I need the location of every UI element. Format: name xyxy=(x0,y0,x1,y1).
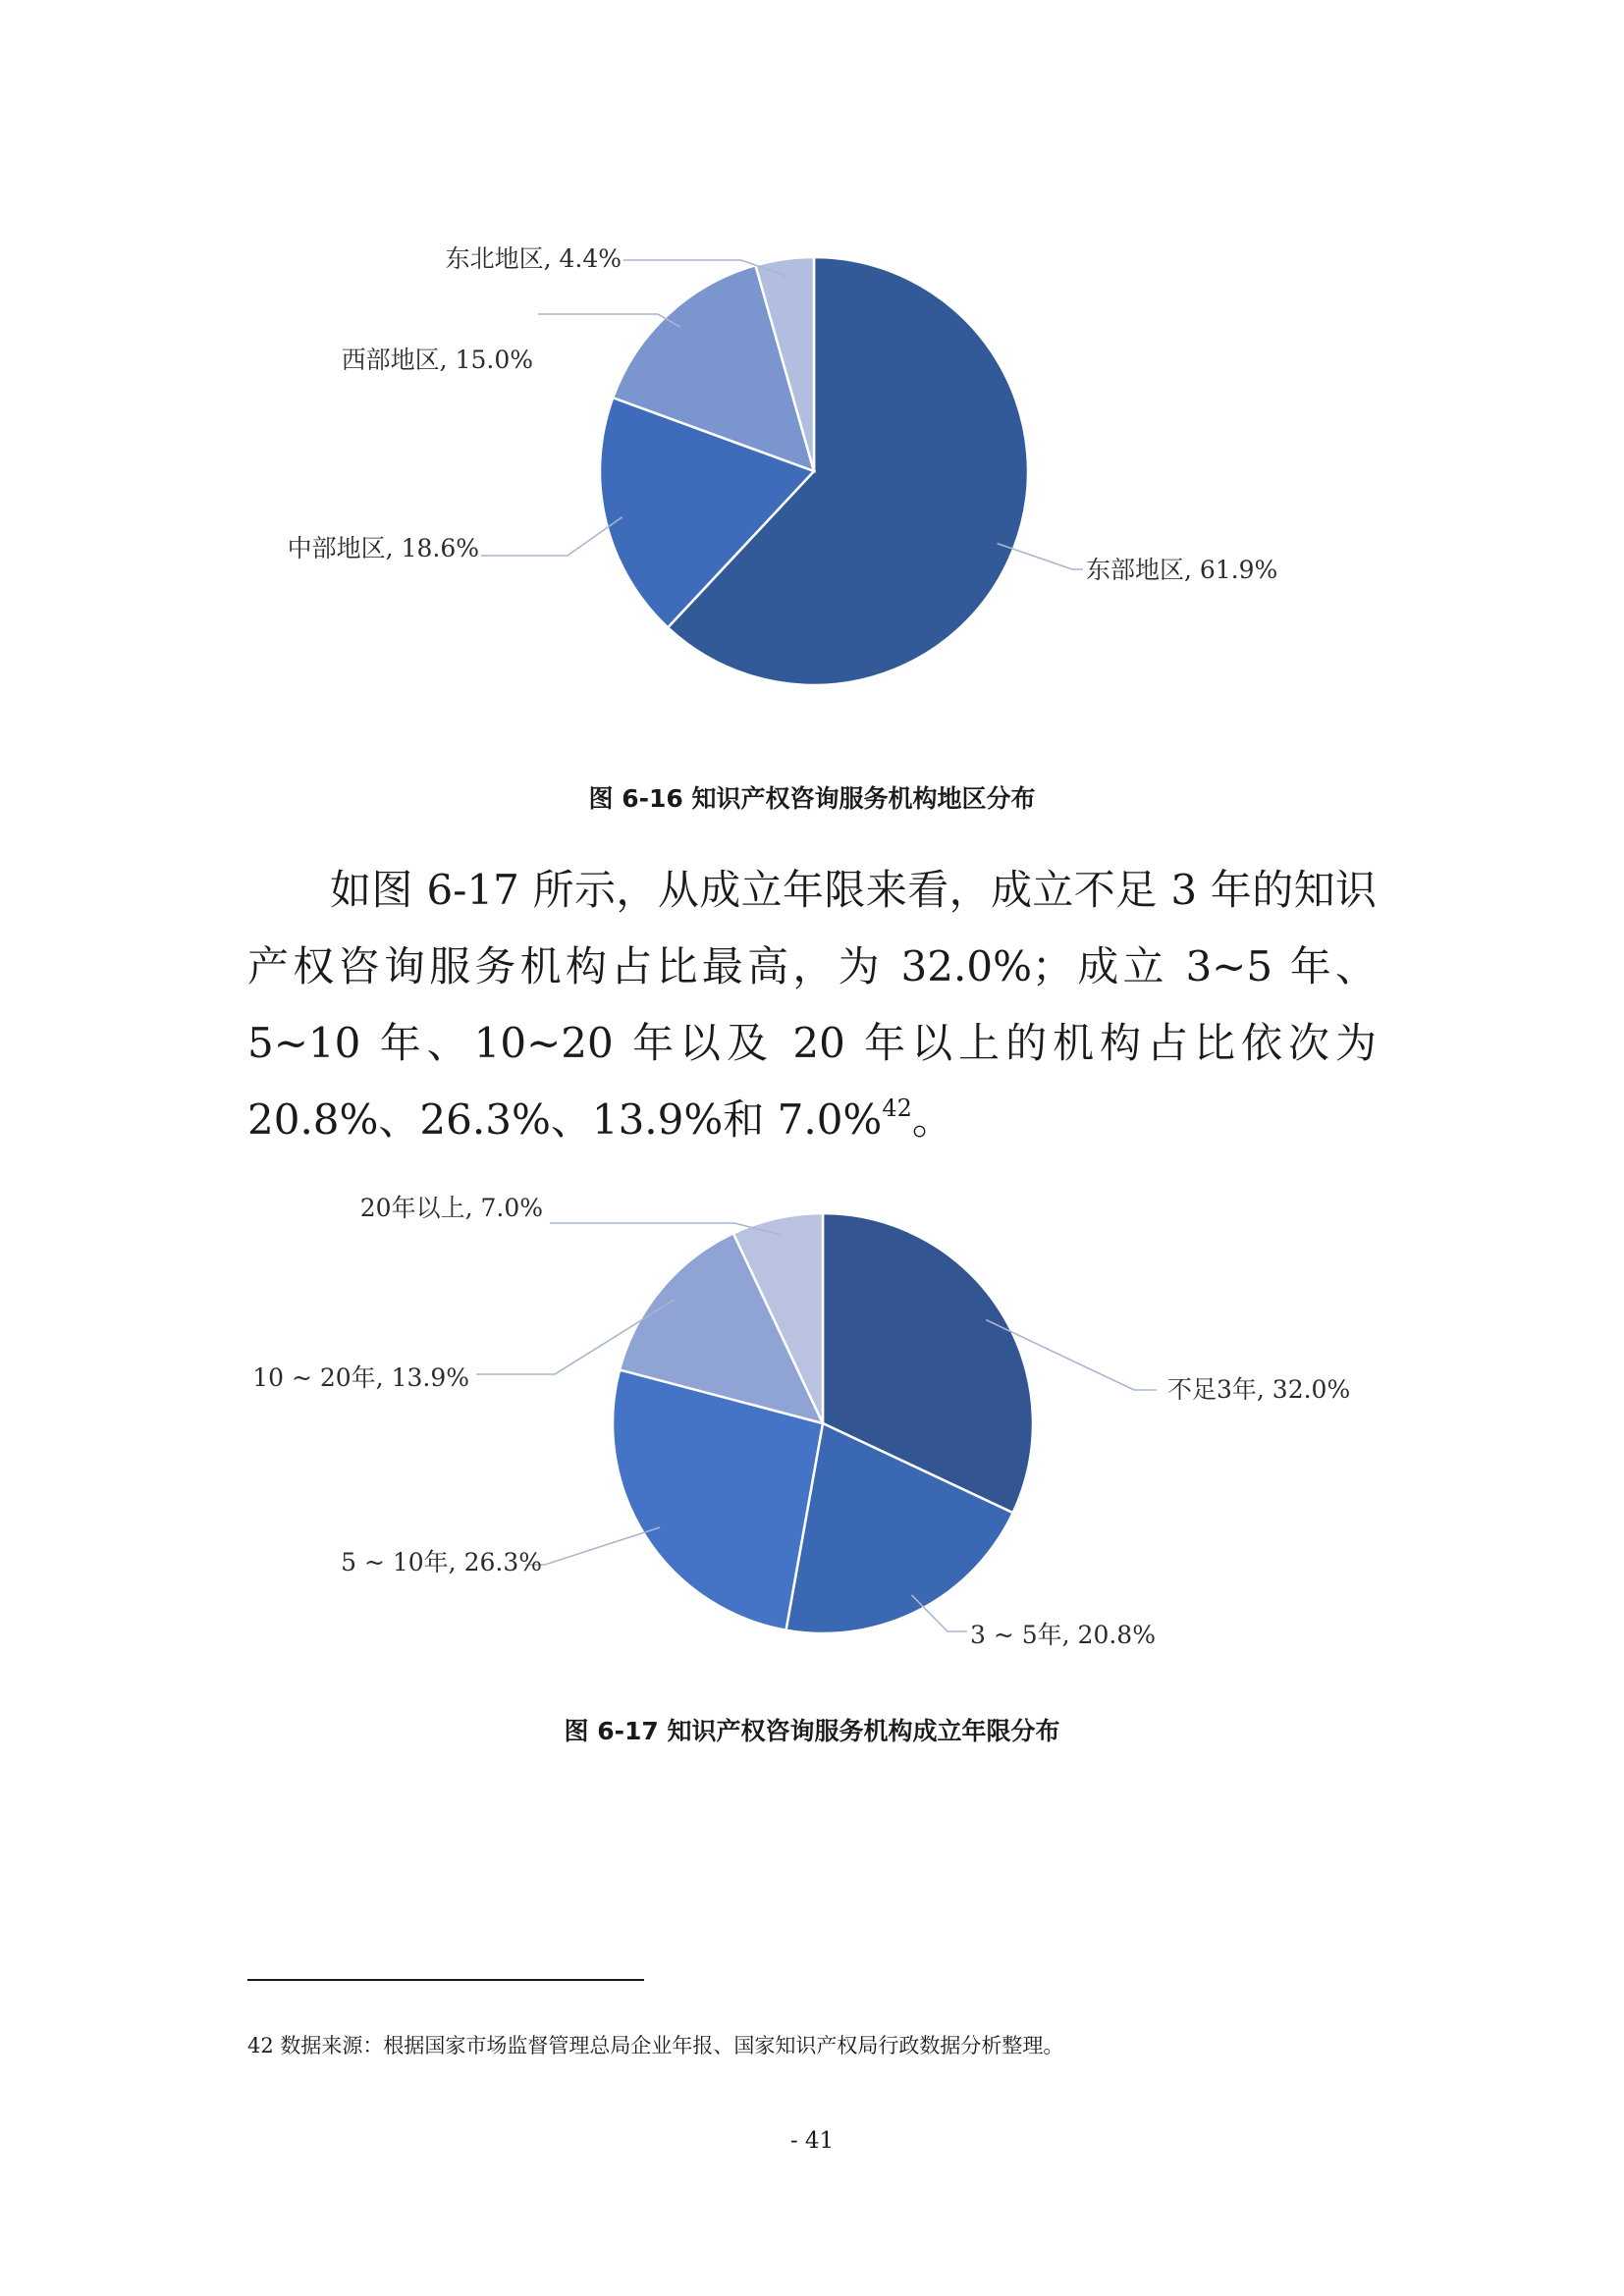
slice-label-region-1: 中部地区, 18.6% xyxy=(287,534,479,562)
body-paragraph-text: 如图 6-17 所示，从成立年限来看，成立不足 3 年的知识产权咨询服务机构占比最高，为 32.0%；成立 3~5 年、5~10 年、10~20 年以及 20 年以上的机构占比依次为 20.8%、26.3%、13.9%和 7.0% xyxy=(247,866,1377,1144)
slice-label-years-2: 5 ~ 10年, 26.3% xyxy=(341,1548,542,1576)
page-number: - 41 xyxy=(789,2128,835,2154)
footnote-divider xyxy=(247,1979,644,1981)
slice-label-region-0: 东部地区, 61.9% xyxy=(1086,556,1278,584)
region-pie-chart xyxy=(0,196,1624,746)
footnote-reference: 42 xyxy=(882,1095,912,1122)
founding-years-pie-chart xyxy=(0,1168,1624,1718)
slice-label-region-2: 西部地区, 15.0% xyxy=(341,346,533,374)
figure-6-16-caption: 图 6-16 知识产权咨询服务机构地区分布 xyxy=(588,784,1036,813)
slice-label-years-3: 10 ~ 20年, 13.9% xyxy=(252,1363,469,1392)
slice-label-region-3: 东北地区, 4.4% xyxy=(445,244,622,273)
leader-line-years-2 xyxy=(525,1527,660,1565)
footnote: 42 数据来源：根据国家市场监督管理总局企业年报、国家知识产权局行政数据分析整理。 xyxy=(247,2034,1064,2057)
slice-label-years-0: 不足3年, 32.0% xyxy=(1167,1375,1351,1404)
slice-label-years-1: 3 ~ 5年, 20.8% xyxy=(970,1621,1156,1649)
body-paragraph-end: 。 xyxy=(911,1095,953,1144)
figure-6-17-caption: 图 6-17 知识产权咨询服务机构成立年限分布 xyxy=(564,1717,1060,1745)
leader-line-region-1 xyxy=(481,517,623,556)
slice-label-years-4: 20年以上, 7.0% xyxy=(359,1194,543,1222)
body-paragraph xyxy=(247,852,1377,1158)
